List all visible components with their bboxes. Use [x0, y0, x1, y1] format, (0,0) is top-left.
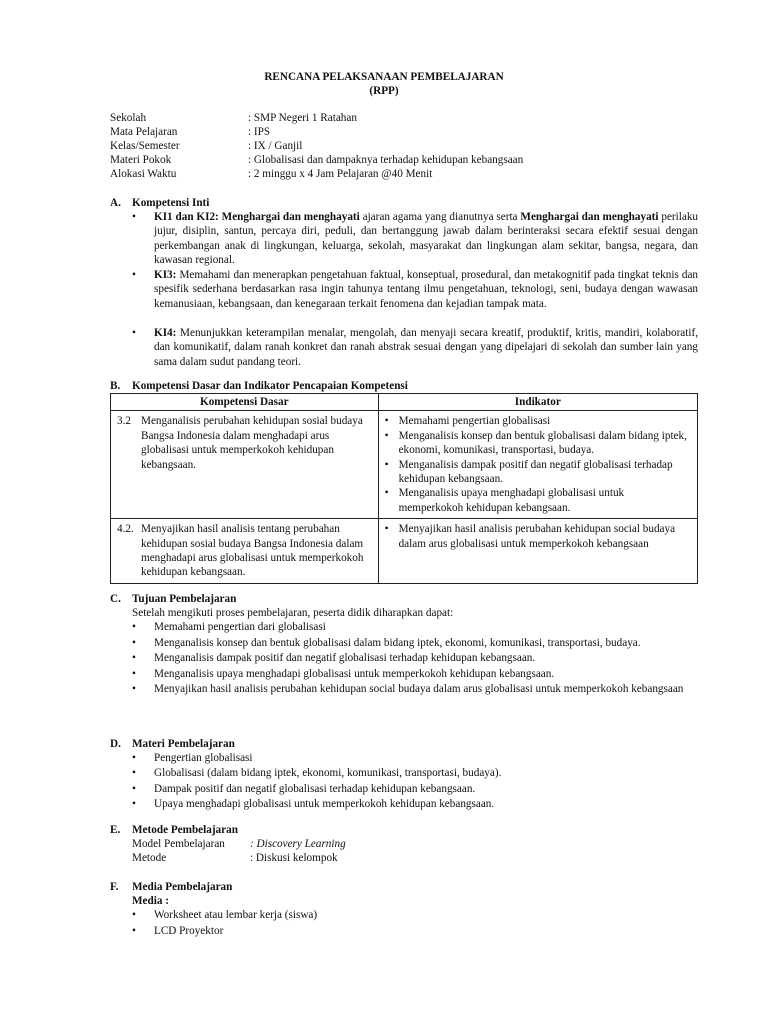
section-f-heading: [110, 880, 232, 894]
metode-value: : Diskusi kelompok: [250, 852, 338, 865]
bullet-icon: •: [384, 415, 389, 428]
tujuan-intro: Setelah mengikuti proses pembelajaran, peserta didik diharapkan dapat:: [132, 607, 454, 619]
ki1-bold-2: Menghargai dan menghayati: [520, 211, 659, 223]
model-key: Model Pembelajaran: [132, 838, 225, 850]
indicator-text: Menyajikan hasil analisis perubahan kehidupan social budaya dalam arus globalisasi untuk memperkokoh kebangsaan: [398, 523, 676, 550]
ki4-text: Menunjukkan keterampilan menalar, mengolah, dan menyaji secara kreatif, produktif, kritis, mandiri, kolaboratif, dan komunikatif, dalam ranah konkret dan ranah abstrak sesuai dengan yang dipelajari di sekolah dan sumber lain yang sama dalam sudut pandang teori.: [154, 327, 698, 368]
section-b-title: Kompetensi Dasar dan Indikator Pencapaian Kompetensi: [132, 380, 408, 392]
bullet-icon: •: [132, 924, 136, 937]
column-header-kompetensi-dasar: Kompetensi Dasar: [111, 394, 379, 411]
media-label: Media :: [132, 895, 169, 907]
bullet-icon: •: [384, 429, 389, 442]
info-key-kelas-semester: Kelas/Semester: [110, 140, 180, 152]
model-row: [132, 837, 698, 851]
section-d-letter: D.: [110, 738, 121, 750]
bullet-icon: •: [132, 782, 136, 795]
info-value-materi-pokok: : Globalisasi dan dampaknya terhadap kehidupan kebangsaan: [248, 154, 524, 166]
section-c-title: Tujuan Pembelajaran: [132, 593, 237, 605]
ki3-item: [132, 268, 698, 325]
section-d-heading: [110, 737, 235, 751]
bullet-icon: •: [132, 798, 136, 811]
bullet-icon: •: [132, 211, 136, 223]
document-subtitle: (RPP): [369, 85, 399, 97]
info-value-alokasi-waktu: : 2 minggu x 4 Jam Pelajaran @40 Menit: [248, 168, 433, 180]
list-item-text: Menganalisis konsep dan bentuk globalisasi dalam bidang iptek, ekonomi, komunikasi, transportasi, budaya.: [154, 636, 641, 649]
ki1-text-2: perilaku jujur, disiplin, santun, percaya diri, peduli, dan bertanggung jawab dalam berinteraksi secara efektif sesuai dengan perkembangan anak di lingkungan, keluarga, sekolah, masyarakat dan lingkungan alam sekitar, bangsa, negara, dan kawasan regional.: [154, 211, 699, 267]
ki1-bold-1: Menghargai dan menghayati: [221, 211, 360, 223]
list-item: [132, 751, 698, 765]
bullet-icon: •: [132, 752, 136, 764]
bullet-icon: •: [132, 683, 136, 696]
list-item: [132, 651, 698, 665]
bullet-icon: •: [132, 327, 136, 339]
kompetensi-table: [110, 393, 698, 584]
list-item-text: Memahami pengertian dari globalisasi: [154, 621, 326, 634]
list-item-text: LCD Proyektor: [154, 924, 224, 937]
model-value: : Discovery Learning: [250, 838, 346, 850]
indicator-text: Memahami pengertian globalisasi: [398, 415, 551, 428]
ki1-text-1: ajaran agama yang dianutnya serta: [362, 211, 518, 223]
section-b-letter: B.: [110, 380, 121, 392]
info-value-kelas-semester: : IX / Ganjil: [248, 140, 303, 152]
section-b-heading: [110, 379, 408, 393]
ki4-item: [132, 326, 698, 369]
kd-text: [117, 522, 372, 580]
kd-number: 4.2.: [117, 523, 134, 536]
bullet-icon: •: [132, 269, 136, 281]
info-key-alokasi-waktu: Alokasi Waktu: [110, 168, 177, 180]
list-item-text: Menyajikan hasil analisis perubahan kehidupan social budaya dalam arus globalisasi untuk memperkokoh kebangsaan: [154, 683, 684, 696]
section-f-letter: F.: [110, 881, 119, 893]
table-row: [111, 519, 698, 584]
column-header-indikator: Indikator: [378, 394, 697, 411]
list-item: [132, 620, 698, 634]
media-block: [132, 894, 698, 939]
indicator-item: [385, 414, 691, 428]
info-key-mata-pelajaran: Mata Pelajaran: [110, 126, 178, 138]
list-item: [132, 682, 698, 696]
indicator-item: [385, 522, 691, 551]
info-value-mata-pelajaran: : IPS: [248, 126, 271, 138]
indicator-text: Menganalisis upaya menghadapi globalisasi untuk memperkokoh kehidupan kebangsaan.: [398, 487, 625, 514]
list-item: [132, 667, 698, 681]
ki1-item: [132, 210, 698, 267]
ki3-text: Memahami dan menerapkan pengetahuan faktual, konseptual, prosedural, dan metakognitif pada tingkat teknis dan spesifik sederhana berdasarkan rasa ingin tahunya tentang ilmu pengetahuan, teknologi, seni, budaya dengan wawasan kemanusiaan, kebangsaan, dan kenegaraan terkait fenomena dan kejadian tampak mata.: [154, 269, 699, 310]
info-key-sekolah: Sekolah: [110, 112, 147, 124]
indicator-text: Menganalisis konsep dan bentuk globalisasi dalam bidang iptek, ekonomi, komunikasi, transportasi, budaya.: [398, 429, 687, 457]
document-title: RENCANA PELAKSANAAN PEMBELAJARAN: [264, 71, 504, 83]
bullet-icon: •: [132, 767, 136, 780]
list-item: [132, 797, 698, 811]
kd-description: Menyajikan hasil analisis tentang perubahan kehidupan sosial budaya Bangsa Indonesia dalam menghadapi arus globalisasi untuk memperkokoh kehidupan kebangsaan.: [141, 523, 364, 579]
metode-row: [132, 851, 698, 865]
indicator-text: Menganalisis dampak positif dan negatif globalisasi terhadap kehidupan kebangsaan.: [398, 458, 673, 486]
kd-text: [117, 414, 372, 472]
bullet-icon: •: [384, 458, 389, 471]
kompetensi-inti-list: [132, 210, 698, 370]
list-item-text: Menganalisis upaya menghadapi globalisasi untuk memperkokoh kehidupan kebangsaan.: [154, 667, 555, 680]
bullet-icon: •: [132, 909, 136, 922]
section-f-title: Media Pembelajaran: [132, 881, 233, 893]
table-header-row: [111, 394, 698, 411]
section-e-heading: [110, 823, 238, 837]
section-d-title: Materi Pembelajaran: [132, 738, 235, 750]
ki4-label: KI4:: [154, 327, 177, 339]
list-item: [132, 636, 698, 650]
bullet-icon: •: [132, 667, 136, 680]
kd-cell: [111, 519, 379, 584]
ki1-label: KI1 dan KI2:: [154, 211, 219, 223]
indicator-item: [385, 458, 691, 487]
indicator-cell: [378, 519, 697, 584]
indicator-cell: [378, 411, 697, 519]
list-item-text: Upaya menghadapi globalisasi untuk memperkokoh kehidupan kebangsaan.: [154, 798, 495, 811]
info-key-materi-pokok: Materi Pokok: [110, 154, 172, 166]
section-c-heading: [110, 592, 236, 606]
bullet-icon: •: [132, 636, 136, 649]
section-a-letter: A.: [110, 197, 121, 209]
metode-block: [132, 837, 698, 866]
bullet-icon: •: [132, 621, 136, 634]
list-item-text: Pengertian globalisasi: [154, 752, 253, 764]
list-item-text: Worksheet atau lembar kerja (siswa): [154, 909, 318, 922]
ki3-label: KI3:: [154, 269, 177, 281]
bullet-icon: •: [384, 487, 389, 500]
bullet-icon: •: [384, 523, 389, 536]
section-e-title: Metode Pembelajaran: [132, 824, 238, 836]
kd-description: Menganalisis perubahan kehidupan sosial budaya Bangsa Indonesia dalam menghadapi arus globalisasi untuk memperkokoh kehidupan kebangsaan.: [141, 415, 363, 471]
list-item-text: Dampak positif dan negatif globalisasi terhadap kehidupan kebangsaan.: [154, 782, 476, 795]
bullet-icon: •: [132, 652, 136, 665]
section-c-letter: C.: [110, 593, 121, 605]
indicator-item: [385, 429, 691, 458]
list-item: [132, 908, 698, 922]
metode-key: Metode: [132, 852, 167, 865]
list-item: [132, 766, 698, 780]
list-item: [132, 782, 698, 796]
list-item-text: Menganalisis dampak positif dan negatif globalisasi terhadap kehidupan kebangsaan.: [154, 652, 536, 665]
section-a-heading: [110, 196, 209, 210]
info-value-sekolah: : SMP Negeri 1 Ratahan: [248, 112, 357, 124]
section-e-letter: E.: [110, 824, 121, 836]
kd-cell: [111, 411, 379, 519]
kd-number: 3.2: [117, 415, 131, 428]
table-row: [111, 411, 698, 519]
list-item-text: Globalisasi (dalam bidang iptek, ekonomi, komunikasi, transportasi, budaya).: [154, 767, 502, 780]
tujuan-list: [132, 606, 698, 697]
list-item: [132, 924, 698, 938]
section-a-title: Kompetensi Inti: [132, 197, 210, 209]
materi-list: [132, 751, 698, 813]
indicator-item: [385, 486, 691, 515]
